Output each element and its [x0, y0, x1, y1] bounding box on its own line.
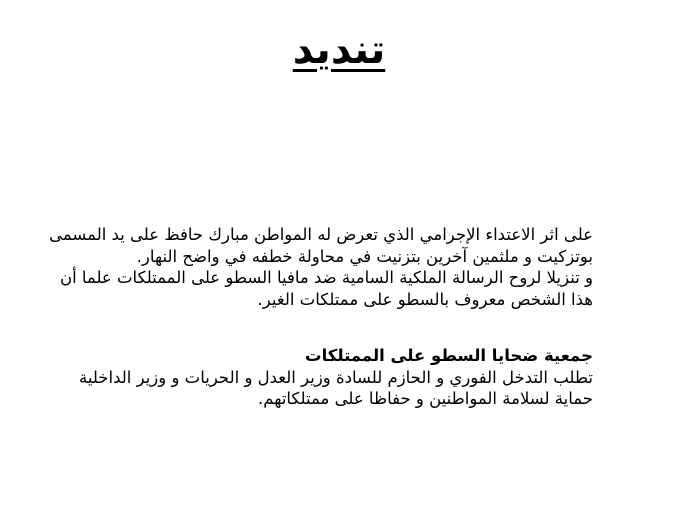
paragraph-line: و تنزيلا لروح الرسالة الملكية السامية ضد مافيا السطو على الممتلكات علما أن [59, 268, 593, 287]
paragraph-line: على اثر الاعتداء الإجرامي الذي تعرض له المواطن مبارك حافظ على يد المسمى [49, 225, 593, 244]
document-title: تنديد [292, 27, 386, 73]
paragraph-line: تطلب التدخل الفوري و الحازم للسادة وزير العدل و الحريات و وزير الداخلية [79, 367, 593, 387]
association-name: جمعية ضحايا السطو على الممتلكات [305, 346, 593, 365]
paragraph-line: حماية لسلامة المواطنين و حفاظا على ممتلكاتهم. [257, 389, 593, 408]
paragraph-line: هذا الشخص معروف بالسطو على ممتلكات الغير. [257, 289, 593, 309]
demand-paragraph [33, 345, 593, 410]
paragraph-line: بوتزكيت و ملثمين آخرين بتزنيت في محاولة خطفه في واضح النهار. [136, 246, 593, 266]
statement-paragraph [33, 224, 593, 310]
